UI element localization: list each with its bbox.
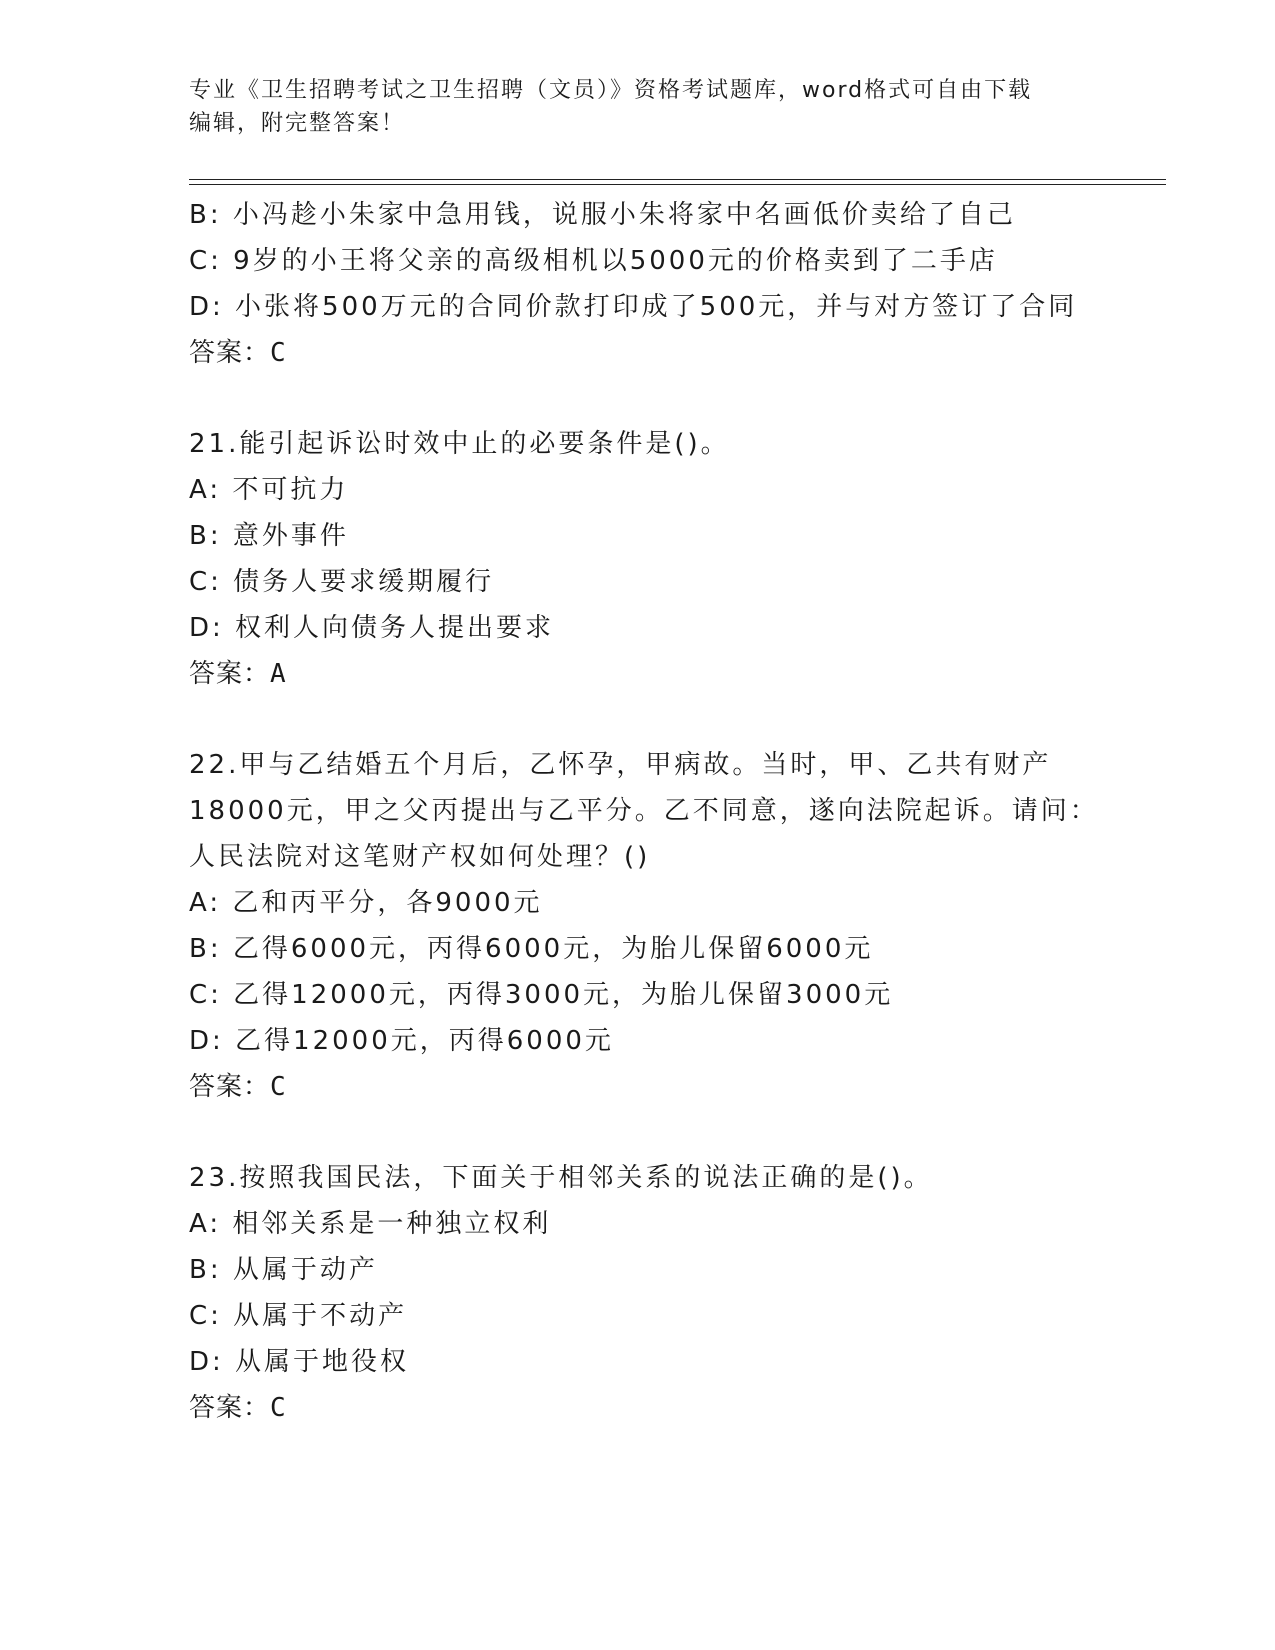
option-d: D: 小张将500万元的合同价款打印成了500元，并与对方签订了合同 [189, 292, 1078, 322]
question-list [189, 192, 1169, 1431]
header-rule-top [189, 179, 1166, 180]
header-rule-bottom [189, 184, 1166, 185]
header-line-2: 编辑，附完整答案！ [189, 111, 406, 136]
answer-value: A [270, 659, 287, 689]
answer-label: 答案： [189, 659, 271, 689]
question-21 [189, 421, 1169, 697]
question-stem-line-3: 人民法院对这笔财产权如何处理？() [189, 842, 651, 872]
question-22 [189, 742, 1169, 1110]
answer-value: C [270, 1393, 287, 1423]
answer-line [189, 651, 1169, 697]
answer-line [189, 1385, 1169, 1431]
document-header [189, 74, 1089, 140]
option-b: B: 小冯趁小朱家中急用钱，说服小朱将家中名画低价卖给了自己 [189, 200, 1016, 230]
answer-line [189, 1064, 1169, 1110]
option-a: A: 相邻关系是一种独立权利 [189, 1209, 552, 1239]
option-a: A: 不可抗力 [189, 475, 349, 505]
option-d: D: 权利人向债务人提出要求 [189, 613, 555, 643]
option-c: C: 9岁的小王将父亲的高级相机以5000元的价格卖到了二手店 [189, 246, 998, 276]
question-20-tail [189, 192, 1169, 376]
answer-label: 答案： [189, 1393, 271, 1423]
option-b: B: 从属于动产 [189, 1255, 378, 1285]
question-stem-line-2: 18000元，甲之父丙提出与乙平分。乙不同意，遂向法院起诉。请问： [189, 796, 1099, 826]
answer-label: 答案： [189, 1072, 271, 1102]
option-c: C: 从属于不动产 [189, 1301, 408, 1331]
option-d: D: 从属于地役权 [189, 1347, 410, 1377]
option-a: A: 乙和丙平分，各9000元 [189, 888, 543, 918]
option-b: B: 意外事件 [189, 521, 349, 551]
header-line-1: 专业《卫生招聘考试之卫生招聘（文员）》资格考试题库，word格式可自由下载 [189, 78, 1033, 103]
option-c: C: 乙得12000元，丙得3000元，为胎儿保留3000元 [189, 980, 894, 1010]
answer-label: 答案： [189, 338, 271, 368]
question-stem-line-1: 22.甲与乙结婚五个月后，乙怀孕，甲病故。当时，甲、乙共有财产 [189, 750, 1052, 780]
answer-line [189, 330, 1169, 376]
option-b: B: 乙得6000元，丙得6000元，为胎儿保留6000元 [189, 934, 874, 964]
answer-value: C [270, 338, 287, 368]
option-c: C: 债务人要求缓期履行 [189, 567, 495, 597]
question-stem: 23.按照我国民法，下面关于相邻关系的说法正确的是()。 [189, 1163, 933, 1193]
answer-value: C [270, 1072, 287, 1102]
option-d: D: 乙得12000元，丙得6000元 [189, 1026, 614, 1056]
question-stem: 21.能引起诉讼时效中止的必要条件是()。 [189, 429, 730, 459]
question-23 [189, 1155, 1169, 1431]
